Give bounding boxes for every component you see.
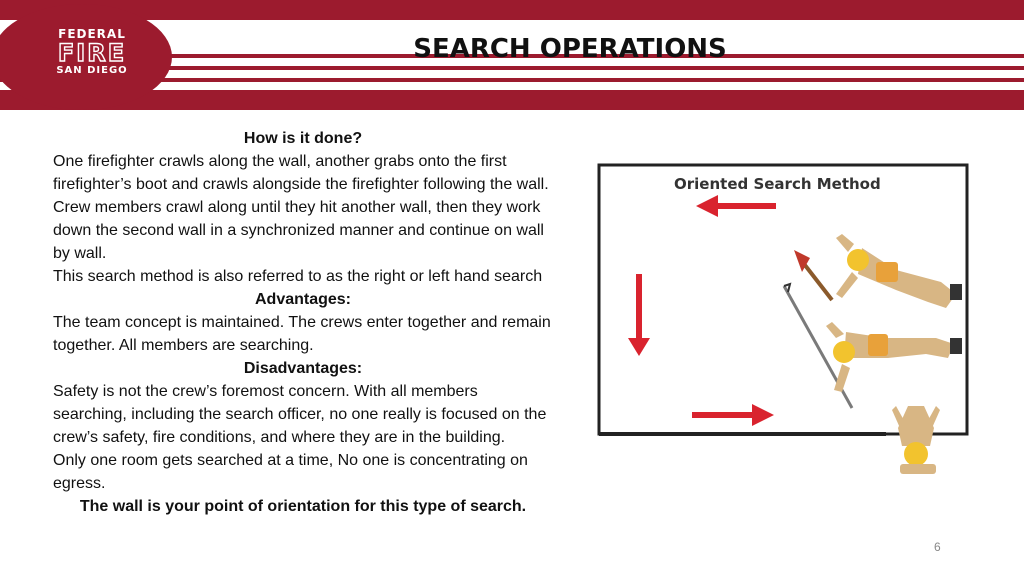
heading-disadvantages: Disadvantages: xyxy=(243,360,363,377)
slide-body xyxy=(53,127,553,518)
heading-advantages: Advantages: xyxy=(254,291,352,308)
logo-line-san-diego: SAN DIEGO xyxy=(56,65,128,76)
paragraph-disadvantages: Safety is not the crew’s foremost concern. With all members searching, including the search officer, no one really is focused on the crew’s safety, fire conditions, and where they are in the building. xyxy=(53,383,547,446)
logo-line-fire: FIRE xyxy=(57,39,127,67)
paragraph-advantages: The team concept is maintained. The crews enter together and remain together. All members are searching. xyxy=(53,314,551,354)
oriented-search-figure xyxy=(596,162,972,496)
footer-statement: The wall is your point of orientation for this type of search. xyxy=(79,498,527,515)
page-number: 6 xyxy=(934,540,941,554)
header-banner xyxy=(0,0,1024,110)
banner-stripe xyxy=(0,0,1024,20)
page-title: SEARCH OPERATIONS xyxy=(413,34,727,64)
figure-title: Oriented Search Method xyxy=(674,175,881,193)
logo-line-federal: FEDERAL xyxy=(58,27,126,41)
heading-how: How is it done? xyxy=(243,130,363,147)
paragraph-alias: This search method is also referred to as the right or left hand search xyxy=(53,268,543,285)
paragraph-method: One firefighter crawls along the wall, another grabs onto the first firefighter’s boot and crawls alongside the firefighter following the wall. Crew members crawl along until they hit another wall, then they work down the second wall in a synchronized manner and continue on wall by wall. xyxy=(53,153,549,262)
logo-text xyxy=(52,28,132,76)
paragraph-egress: Only one room gets searched at a time, No one is concentrating on egress. xyxy=(53,452,528,492)
banner-stripe xyxy=(0,90,1024,110)
